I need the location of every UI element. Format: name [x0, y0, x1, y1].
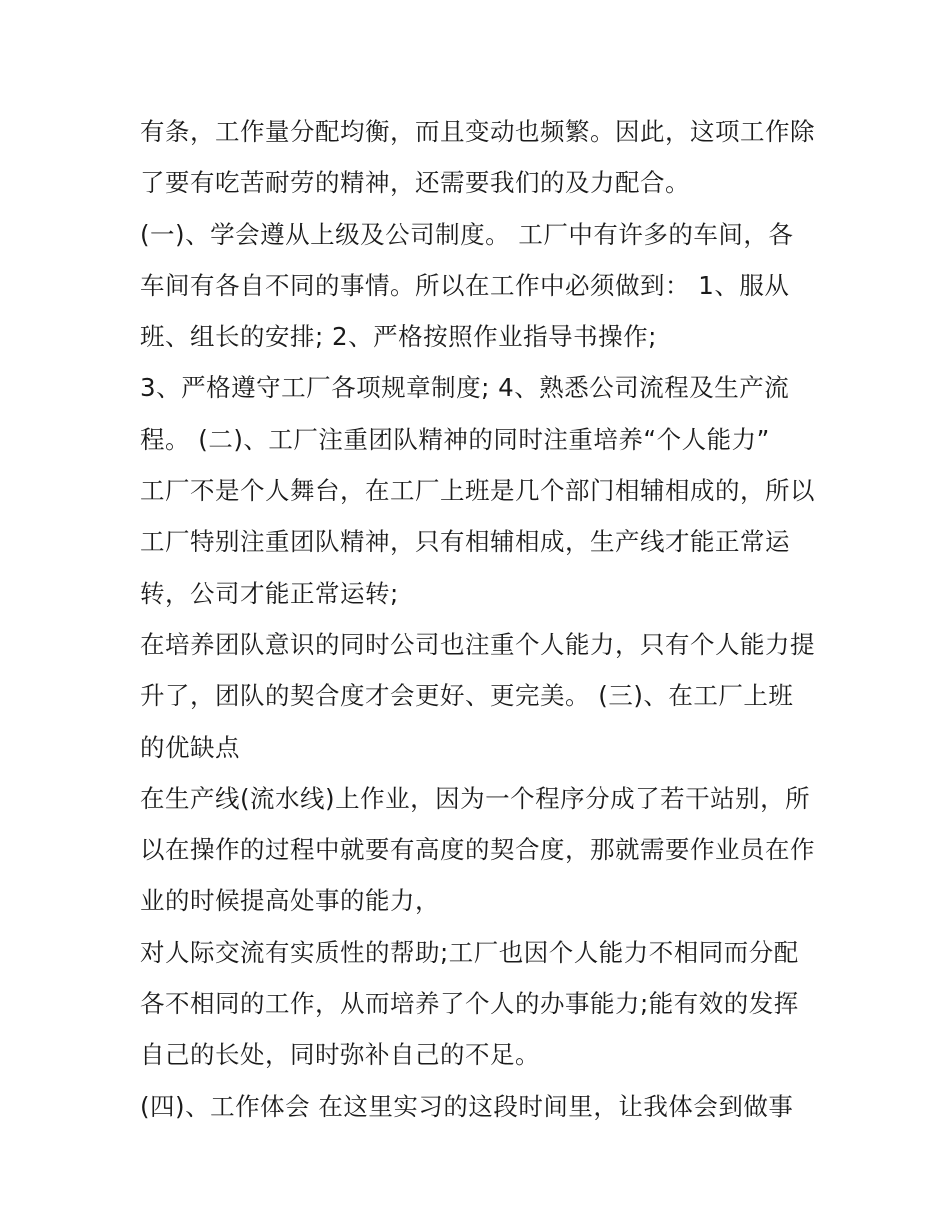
- text-line: 各不相同的工作，从而培养了个人的办事能力;能有效的发挥: [140, 989, 799, 1019]
- text-line: 程。 (二)、工厂注重团队精神的同时注重培养“个人能力”: [140, 424, 770, 454]
- text-line: 有条，工作量分配均衡，而且变动也频繁。因此，这项工作除: [140, 117, 815, 146]
- text-line: 升了，团队的契合度才会更好、更完美。 (三)、在工厂上班: [140, 681, 794, 711]
- text-line: 3、严格遵守工厂各项规章制度; 4、熟悉公司流程及生产流: [140, 373, 790, 403]
- text-line: 工厂特别注重团队精神，只有相辅相成，生产线才能正常运: [140, 527, 790, 557]
- text-line: 自己的长处，同时弥补自己的不足。: [140, 1040, 540, 1070]
- text-line: 车间有各自不同的事情。所以在工作中必须做到： 1、服从: [140, 270, 790, 300]
- text-line: 的优缺点: [140, 732, 240, 762]
- body-text: [140, 106, 830, 1132]
- text-line: 了要有吃苦耐劳的精神，还需要我们的及力配合。: [140, 168, 690, 198]
- text-line: 业的时候提高处事的能力，: [140, 886, 440, 916]
- text-line: (四)、工作体会 在这里实习的这段时间里，让我体会到做事: [140, 1091, 794, 1121]
- text-line: 对人际交流有实质性的帮助;工厂也因个人能力不相同而分配: [140, 937, 799, 967]
- text-line: 转，公司才能正常运转;: [140, 578, 399, 608]
- text-line: 班、组长的安排; 2、严格按照作业指导书操作;: [140, 322, 657, 352]
- text-line: 在培养团队意识的同时公司也注重个人能力，只有个人能力提: [140, 629, 815, 659]
- text-line: (一)、学会遵从上级及公司制度。 工厂中有许多的车间，各: [140, 219, 794, 249]
- text-line: 在生产线(流水线)上作业，因为一个程序分成了若干站别，所: [140, 783, 811, 813]
- text-line: 工厂不是个人舞台，在工厂上班是几个部门相辅相成的，所以: [140, 476, 815, 506]
- text-line: 以在操作的过程中就要有高度的契合度，那就需要作业员在作: [140, 835, 815, 865]
